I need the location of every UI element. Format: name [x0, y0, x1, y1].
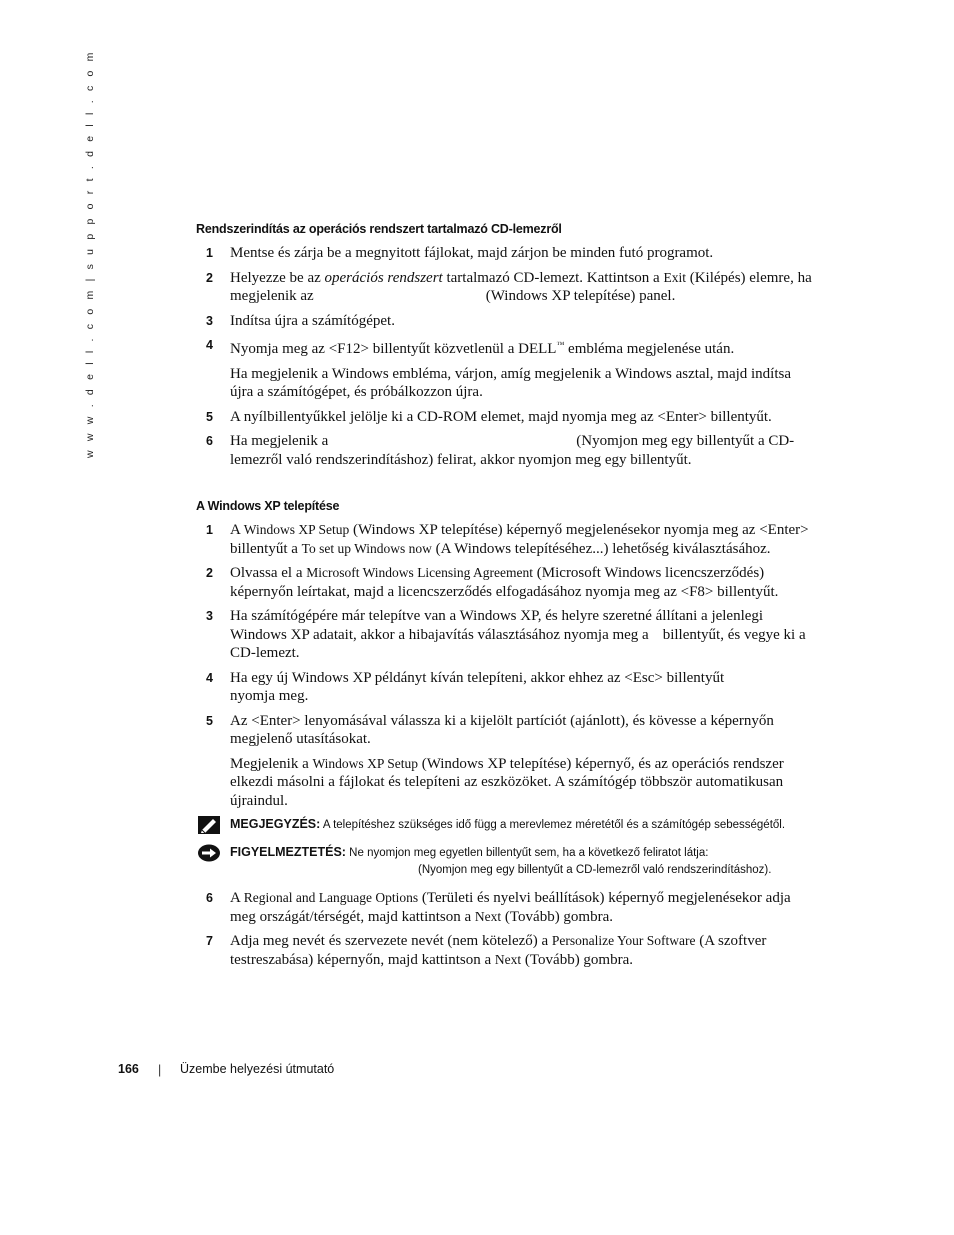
step-text: Ha megjelenik a (Nyomjon meg egy billentyűt a CD-lemezről való rendszerindításhoz) felirat, akkor nyomjon meg egy billentyűt.	[230, 433, 795, 468]
note-box	[196, 816, 816, 834]
caution-arrow-icon	[198, 844, 220, 862]
step-number: 6	[206, 434, 213, 448]
list-item	[196, 269, 816, 306]
step-text: Mentse és zárja be a megnyitott fájlokat, majd zárjon be minden futó programot.	[230, 245, 714, 261]
page-number: 166	[118, 1062, 139, 1076]
note-text: A telepítéshez szükséges idő függ a merevlemez méretétől és a számítógép sebességétől.	[320, 819, 786, 831]
list-item	[196, 607, 816, 663]
step-number: 5	[206, 713, 213, 728]
list-item	[196, 312, 816, 331]
step-number: 5	[206, 409, 213, 424]
footer-separator: |	[158, 1063, 162, 1077]
step-text: Ha egy új Windows XP példányt kíván telepíteni, akkor ehhez az <Esc> billentyűt nyomja meg.	[230, 669, 725, 704]
step-text: A Regional and Language Options (Területi és nyelvi beállítások) képernyő megjelenésekor adja meg országát/térségét, majd kattintson a Next (Tovább) gombra.	[230, 890, 791, 925]
step-text: Nyomja meg az <F12> billentyűt közvetlenül a DELL™ embléma megjelenése után.	[230, 340, 735, 357]
step-detail: Megjelenik a Windows XP Setup (Windows XP telepítése) képernyő, és az operációs rendszer elkezdi másolni a fájlokat és telepíteni az eszközöket. A számítógép többször automatikusan újraindul.	[230, 755, 784, 809]
boot-steps	[196, 244, 816, 469]
step-number: 3	[206, 609, 213, 623]
caution-text: Ne nyomjon meg egyetlen billentyűt sem, ha a következő feliratot látja:	[345, 847, 709, 859]
list-item	[196, 712, 816, 811]
step-number: 1	[206, 523, 213, 537]
list-item	[196, 432, 816, 469]
step-number: 1	[206, 246, 213, 260]
step-text: A Windows XP Setup (Windows XP telepítése) képernyő megjelenésekor nyomja meg az <Enter> billentyűt a To set up Windows now (A Windows telepítéséhez...) lehetőség kiválasztásához.	[230, 522, 809, 557]
step-number: 7	[206, 934, 213, 948]
step-text: Olvassa el a Microsoft Windows Licensing Agreement (Microsoft Windows licencszerződés) képernyőn leírtakat, majd a licencszerződés elfogadásához nyomja meg az <F8> billentyűt.	[230, 565, 779, 600]
step-number: 4	[206, 338, 213, 352]
caution-box	[196, 844, 816, 879]
note-label: MEGJEGYZÉS:	[230, 817, 321, 831]
section-heading-install: A Windows XP telepítése	[196, 499, 340, 513]
step-number: 4	[206, 670, 213, 685]
list-item	[196, 521, 816, 558]
sidebar-url	[80, 49, 100, 462]
step-number: 2	[206, 270, 213, 285]
step-text: Helyezze be az operációs rendszert tartalmazó CD-lemezt. Kattintson a Exit (Kilépés) elemre, ha megjelenik az (Windows XP telepítése) panel.	[230, 269, 812, 304]
page-footer	[118, 1062, 335, 1077]
step-number: 3	[206, 313, 213, 328]
step-text: A nyílbillentyűkkel jelölje ki a CD-ROM elemet, majd nyomja meg az <Enter> billentyűt.	[230, 408, 772, 425]
section-heading-boot: Rendszerindítás az operációs rendszert tartalmazó CD-lemezről	[196, 222, 562, 236]
install-steps-continued	[196, 889, 816, 969]
list-item	[196, 336, 816, 402]
main-content	[196, 220, 816, 975]
step-number: 6	[206, 891, 213, 905]
footer-title: Üzembe helyezési útmutató	[180, 1062, 335, 1076]
caution-label: FIGYELMEZTETÉS:	[230, 845, 346, 859]
list-item	[196, 564, 816, 601]
list-item	[196, 932, 816, 969]
pencil-note-icon	[198, 816, 220, 834]
install-steps	[196, 521, 816, 810]
step-text: Indítsa újra a számítógépet.	[230, 312, 395, 329]
caution-text-line2: (Nyomjon meg egy billentyűt a CD-lemezről való rendszerindításhoz).	[418, 864, 772, 876]
list-item	[196, 669, 816, 706]
sidebar-url-text: w w w . d e l l . c o m | s u p p o r t . d e l l . c o m	[84, 49, 96, 458]
step-text: Adja meg nevét és szervezete nevét (nem kötelező) a Personalize Your Software (A szoftver testreszabása) képernyőn, majd kattintson a Next (Tovább) gombra.	[230, 933, 767, 968]
list-item	[196, 408, 816, 427]
step-text: Az <Enter> lenyomásával válassza ki a kijelölt partíciót (ajánlott), és kövesse a képernyőn megjelenő utasításokat.	[230, 712, 774, 747]
step-detail: Ha megjelenik a Windows embléma, várjon, amíg megjelenik a Windows asztal, majd indítsa újra a számítógépet, és próbálkozzon újra.	[230, 365, 792, 400]
list-item	[196, 889, 816, 926]
step-text: Ha számítógépére már telepítve van a Windows XP, és helyre szeretné állítani a jelenlegi Windows XP adatait, akkor a hibajavítás választásához nyomja meg a billentyűt, és vegye ki a CD-lemezt.	[230, 608, 806, 661]
list-item	[196, 244, 816, 263]
step-number: 2	[206, 566, 213, 580]
